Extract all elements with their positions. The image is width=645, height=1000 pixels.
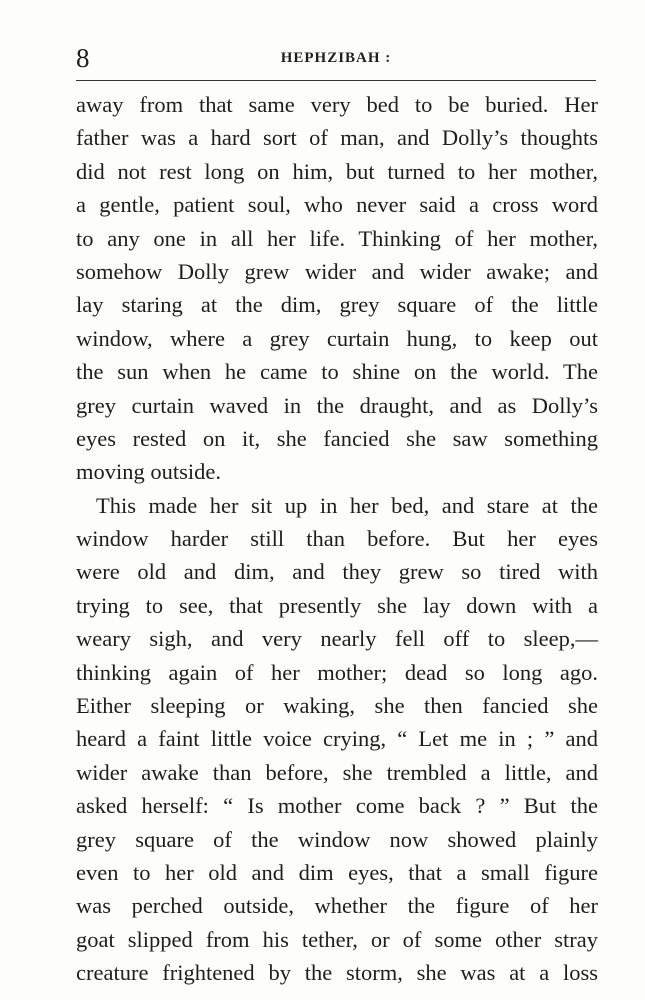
header-rule — [76, 80, 596, 81]
text-line: creature frightened by the storm, she was at a loss — [76, 960, 598, 986]
text-line: a gentle, patient soul, who never said a cross word — [76, 192, 598, 218]
text-line: asked herself: “ Is mother come back ? ” But the — [76, 793, 598, 819]
body-text — [76, 88, 598, 990]
text-line: away from that same very bed to be buried. Her — [76, 92, 598, 117]
text-line: weary sigh, and very nearly fell off to sleep,— — [76, 626, 598, 652]
text-line: were old and dim, and they grew so tired with — [76, 559, 598, 585]
text-line: heard a faint little voice crying, “ Let me in ; ” and — [76, 726, 598, 752]
text-line: was perched outside, whether the figure of her — [76, 893, 598, 919]
paragraph-2 — [76, 489, 598, 990]
text-line: lay staring at the dim, grey square of the little — [76, 292, 598, 318]
text-line: This made her sit up in her bed, and stare at the — [96, 492, 598, 518]
text-line: even to her old and dim eyes, that a small figure — [76, 859, 598, 885]
text-line: grey curtain waved in the draught, and as Dolly’s — [76, 392, 598, 418]
text-line: somehow Dolly grew wider and wider awake; and — [76, 258, 598, 284]
text-line: eyes rested on it, she fancied she saw something — [76, 425, 598, 451]
running-head: HEPHZIBAH : — [280, 50, 392, 66]
text-line: goat slipped from his tether, or of some other stray — [76, 926, 598, 952]
text-line: to any one in all her life. Thinking of her mother, — [76, 225, 598, 251]
text-line: did not rest long on him, but turned to her mother, — [76, 158, 598, 184]
text-line: trying to see, that presently she lay down with a — [76, 592, 598, 618]
text-line: grey square of the window now showed plainly — [76, 826, 598, 852]
text-line: thinking again of her mother; dead so long ago. — [76, 659, 598, 685]
paragraph-1 — [76, 88, 598, 489]
text-line: Either sleeping or waking, she then fancied she — [76, 693, 598, 719]
text-line: moving outside. — [76, 459, 221, 485]
text-line: wider awake than before, she trembled a little, and — [76, 759, 598, 785]
text-line: window harder still than before. But her eyes — [76, 526, 598, 552]
text-line: window, where a grey curtain hung, to keep out — [76, 325, 598, 351]
text-line: the sun when he came to shine on the world. The — [76, 359, 598, 385]
page-header — [76, 40, 596, 80]
page-number: 8 — [76, 43, 90, 73]
text-line: father was a hard sort of man, and Dolly’s thoughts — [76, 125, 598, 151]
